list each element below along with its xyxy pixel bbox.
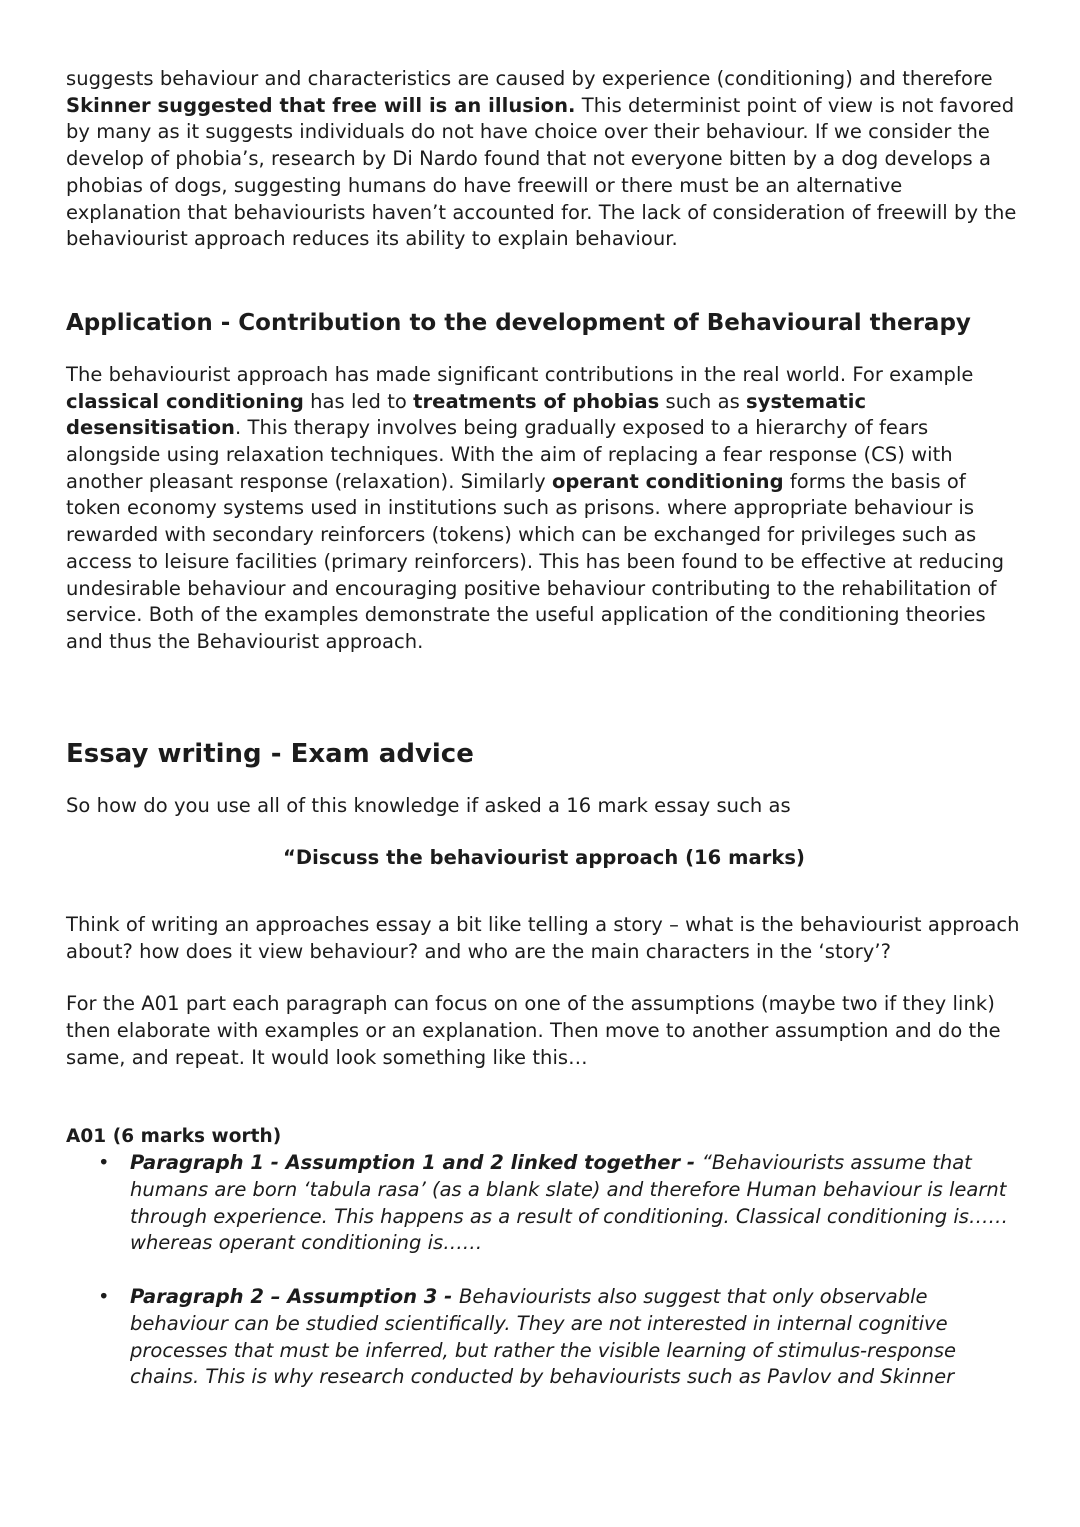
text-run: such as [659, 389, 747, 413]
bold-run: operant conditioning [551, 469, 784, 493]
paragraph-story: Think of writing an approaches essay a bit like telling a story – what is the behaviourist approach about? how does it view behaviour? and who are the main characters in the ‘story’? [66, 913, 1020, 963]
text-run: This determinist point of view is not favored by many as it suggests individuals do not have choice over their behaviour. If we consider the develop of phobia’s, research by Di Nardo found that not everyone bitten by a dog develops a phobias of dogs, suggesting humans do have freewill or there must be an alternative explanation that behaviourists haven’t accounted for. The lack of consideration of freewill by the behaviourist approach reduces its ability to explain behaviour. [66, 93, 1017, 251]
heading-application: Application - Contribution to the development of Behavioural therapy [66, 309, 971, 336]
document-page [66, 66, 1022, 1391]
paragraph-a01: For the A01 part each paragraph can focus on one of the assumptions (maybe two if they link) then elaborate with examples or an explanation. Then move to another assumption and do the same, and repeat. It would look something like this… [66, 992, 1001, 1069]
bold-run: systematic desensitisation [66, 389, 867, 440]
bold-run: Skinner suggested that free will is an illusion. [66, 93, 576, 117]
text-run: . This therapy involves being gradually exposed to a hierarchy of fears alongside using relaxation techniques. With the aim of replacing a fear response (CS) with another pleasant response (relaxation). Similarly [66, 416, 953, 493]
text-run: suggests behaviour and characteristics are caused by experience (conditioning) and therefore [66, 67, 993, 90]
text-run: The behaviourist approach has made significant contributions in the real world. For example [66, 362, 974, 386]
text-run: has led to [303, 389, 414, 413]
bullet-paragraph-2 [66, 1284, 1022, 1391]
bullet-text: “Behaviourists assume that humans are born ‘tabula rasa’ (as a blank slate) and therefore Human behaviour is learnt through experience. This happens as a result of conditioning. Classical conditioning is…… whereas operant conditioning is…… [130, 1151, 1008, 1255]
paragraph-free-will [66, 66, 1022, 253]
bullet-icon: • [98, 1285, 110, 1309]
bullet-text: Behaviourists also suggest that only observable behaviour can be studied scientifically. They are not interested in internal cognitive processes that must be inferred, but rather the visible learning of stimulus-response chains. This is why research conducted by behaviourists such as Pavlov and Skinner [130, 1285, 957, 1389]
paragraph-application [66, 362, 1022, 656]
bold-run: classical conditioning [66, 389, 304, 413]
paragraph-intro: So how do you use all of this knowledge if asked a 16 mark essay such as [66, 793, 791, 817]
heading-essay-writing: Essay writing - Exam advice [66, 738, 474, 769]
bullet-lead: Paragraph 2 – Assumption 3 - [130, 1285, 460, 1309]
bullet-lead: Paragraph 1 - Assumption 1 and 2 linked together - [130, 1151, 702, 1175]
bullet-paragraph-1 [66, 1150, 1022, 1257]
essay-question: “Discuss the behaviourist approach (16 marks) [282, 846, 806, 870]
a01-bullet-list [66, 1150, 1022, 1391]
bullet-icon: • [98, 1151, 110, 1175]
bold-run: treatments of phobias [413, 389, 660, 413]
a01-label: A01 (6 marks worth) [66, 1125, 282, 1147]
text-run: forms the basis of token economy systems used in institutions such as prisons. where appropriate behaviour is rewarded with secondary reinforcers (tokens) which can be exchanged for privileges such as access to leisure facilities (primary reinforcers). This has been found to be effective at reducing undesirable behaviour and encouraging positive behaviour contributing to the rehabilitation of service. Both of the examples demonstrate the useful application of the conditioning theories and thus the Behaviourist approach. [66, 469, 1005, 653]
